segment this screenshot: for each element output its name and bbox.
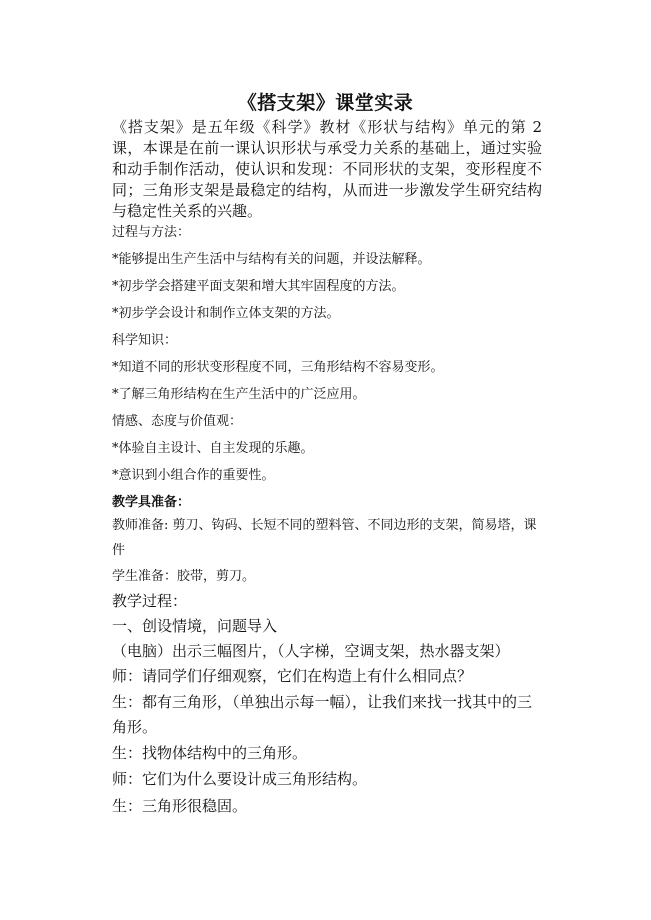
process-item: *能够提出生产生活中与结构有关的问题，并设法解释。 [112, 252, 431, 267]
emotion-item: *体验自主设计、自主发现的乐趣。 [112, 441, 314, 456]
process-heading: 过程与方法： [112, 225, 191, 240]
process-item: *初步学会搭建平面支架和增大其牢固程度的方法。 [112, 279, 405, 294]
document-title: 《搭支架》课堂实录 [237, 92, 414, 114]
knowledge-item: *了解三角形结构在生产生活中的广泛应用。 [112, 387, 366, 402]
process-title: 教学过程： [112, 592, 188, 610]
prep-heading: 教学具准备： [112, 495, 191, 510]
process-item: *初步学会设计和制作立体支架的方法。 [112, 306, 340, 321]
knowledge-item: *知道不同的形状变形程度不同，三角形结构不容易变形。 [112, 360, 444, 375]
emotion-item: *意识到小组合作的重要性。 [112, 468, 275, 483]
dialogue-line: 师：请同学们仔细观察，它们在构造上有什么相同点？ [112, 667, 473, 685]
knowledge-heading: 科学知识： [112, 333, 178, 348]
teacher-prep: 教师准备: 剪刀、钩码、长短不同的塑料管、不同边形的支架，简易塔，课件 [112, 518, 537, 558]
intro-paragraph: 《搭支架》是五年级《科学》教材《形状与结构》单元的第 2 课，本课是在前一课认识形状与承受力关系的基础上，通过实验和动手制作活动，使认识和发现：不同形状的支架，变形程度不同；三角形支架是最稳定的结构，从而进一步激发学生研究结构与稳定性关系的兴趣。 [112, 118, 542, 220]
student-prep: 学生准备：胶带，剪刀。 [112, 569, 256, 584]
section-heading: 一、创设情境，问题导入 [112, 617, 278, 635]
dialogue-line: 师：它们为什么要设计成三角形结构。 [112, 770, 368, 788]
dialogue-line: 生：都有三角形，（单独出示每一幅），让我们来找一找其中的三角形。 [112, 693, 533, 736]
dialogue-line: 生：找物体结构中的三角形。 [112, 744, 308, 762]
emotion-heading: 情感、态度与价值观： [112, 414, 243, 429]
dialogue-line: 生：三角形很稳固。 [112, 797, 248, 815]
dialogue-line: （电脑）出示三幅图片，（人字梯，空调支架，热水器支架） [112, 642, 510, 660]
